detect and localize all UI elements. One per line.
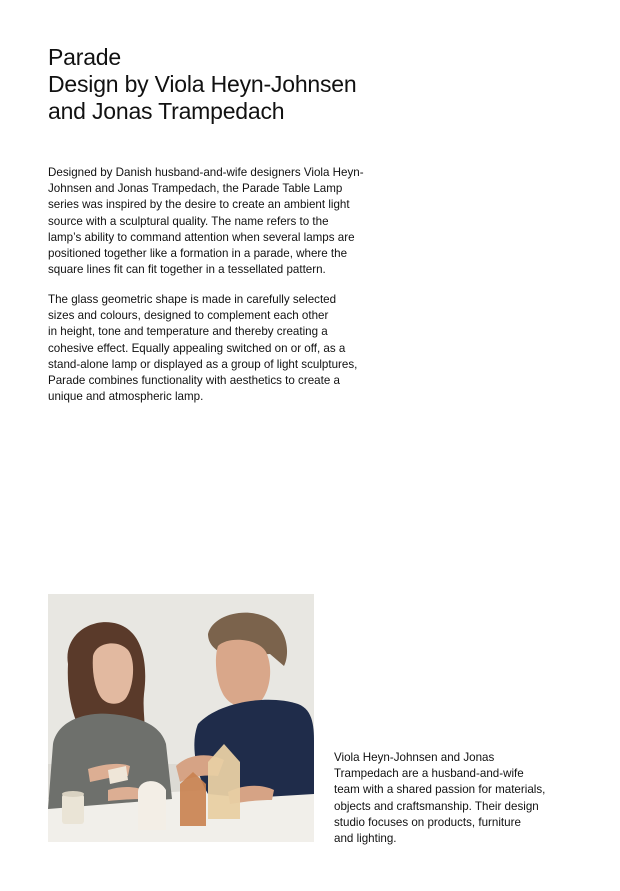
paragraph-line: cohesive effect. Equally appealing switched on or off, as a	[48, 341, 346, 355]
title-line: Design by Viola Heyn-Johnsen	[48, 71, 357, 97]
paragraph-line: unique and atmospheric lamp.	[48, 390, 204, 404]
paragraph-line: square lines fit can fit together in a tessellated pattern.	[48, 263, 326, 277]
paragraph-line: The glass geometric shape is made in carefully selected	[48, 293, 337, 306]
caption-line: and lighting.	[334, 832, 397, 846]
caption-line: team with a shared passion for materials,	[334, 783, 546, 797]
caption-line: studio focuses on products, furniture	[334, 815, 521, 829]
paragraph-line: sizes and colours, designed to complement each other	[48, 309, 329, 323]
paragraph-line: lamp’s ability to command attention when several lamps are	[48, 230, 355, 244]
paragraph-line: Johnsen and Jonas Trampedach, the Parade Table Lamp	[48, 182, 343, 196]
page-title	[48, 44, 488, 125]
paragraph-line: positioned together like a formation in a parade, where the	[48, 247, 348, 261]
paragraph-line: stand-alone lamp or displayed as a group of light sculptures,	[48, 357, 358, 371]
title-line: and Jonas Trampedach	[48, 98, 285, 124]
title-line: Parade	[48, 44, 121, 70]
paragraph-line: Parade combines functionality with aesthetics to create a	[48, 374, 340, 388]
material-paragraph	[48, 292, 418, 405]
caption-line: Viola Heyn-Johnsen and Jonas	[334, 751, 495, 764]
caption-line: objects and craftsmanship. Their design	[334, 799, 539, 813]
designers-photo	[48, 594, 314, 842]
caption-line: Trampedach are a husband-and-wife	[334, 767, 524, 781]
paragraph-line: in height, tone and temperature and thereby creating a	[48, 325, 328, 339]
paragraph-line: series was inspired by the desire to create an ambient light	[48, 198, 350, 212]
intro-paragraph	[48, 165, 418, 278]
designers-caption	[334, 750, 594, 847]
paragraph-line: source with a sculptural quality. The name refers to the	[48, 214, 329, 228]
paragraph-line: Designed by Danish husband-and-wife designers Viola Heyn-	[48, 166, 364, 179]
